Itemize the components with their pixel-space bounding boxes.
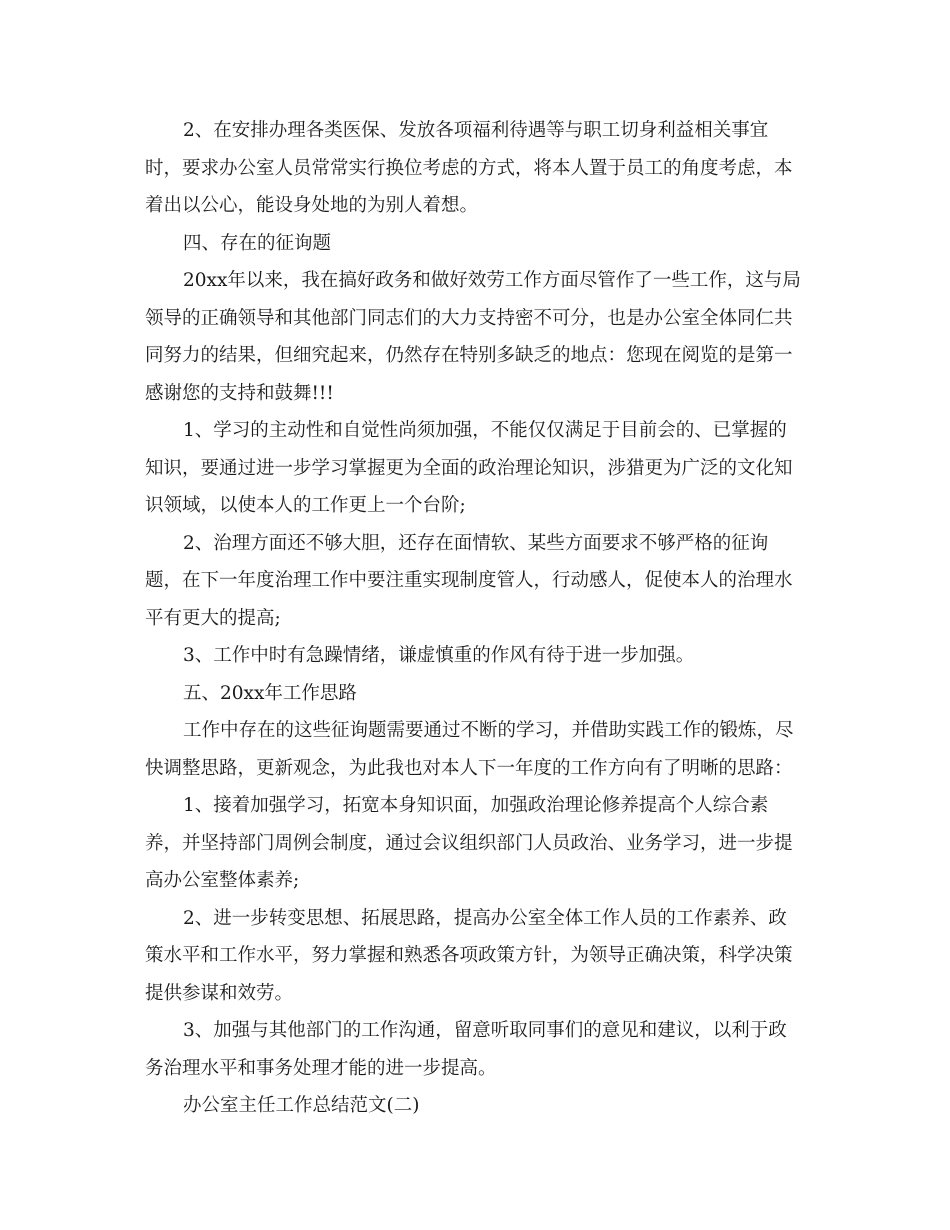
text-line: 2、治理方面还不够大胆，还存在面情软、某些方面要求不够严格的征询 <box>183 532 769 554</box>
text-line: 高办公室整体素养; <box>145 870 300 891</box>
text-line: 1、学习的主动性和自觉性尚须加强，不能仅仅满足于目前会的、已掌握的 <box>183 420 787 441</box>
text-line: 策水平和工作水平，努力掌握和熟悉各项政策方针，为领导正确决策，科学决策 <box>145 945 793 966</box>
text-line: 务治理水平和事务处理才能的进一步提高。 <box>145 1057 497 1079</box>
document-title-next: 办公室主任工作总结范文(二) <box>183 1095 420 1116</box>
text-line: 养，并坚持部门周例会制度，通过会议组织部门人员政治、业务学习，进一步提 <box>145 832 793 854</box>
text-line: 3、工作中时有急躁情绪，谦虚慎重的作风有待于进一步加强。 <box>183 645 695 666</box>
text-line: 2、进一步转变思想、拓展思路，提高办公室全体工作人员的工作素养、政 <box>183 907 787 929</box>
text-line: 感谢您的支持和鼓舞!!! <box>145 382 334 404</box>
text-line: 平有更大的提高; <box>145 607 281 629</box>
text-line: 同努力的结果，但细究起来，仍然存在特别多缺乏的地点：您现在阅览的是第一 <box>145 345 793 366</box>
text-line: 时，要求办公室人员常常实行换位考虑的方式，将本人置于员工的角度考虑，本 <box>145 157 793 179</box>
text-line: 快调整思路，更新观念，为此我也对本人下一年度的工作方向有了明晰的思路： <box>145 757 793 779</box>
text-line: 2、在安排办理各类医保、发放各项福利待遇等与职工切身利益相关事宜 <box>183 120 769 141</box>
section-heading: 五、20xx年工作思路 <box>183 682 357 704</box>
document-body <box>145 112 805 1125</box>
text-line: 3、加强与其他部门的工作沟通，留意听取同事们的意见和建议，以利于政 <box>183 1020 787 1041</box>
text-line: 工作中存在的这些征询题需要通过不断的学习，并借助实践工作的锻炼，尽 <box>183 720 794 741</box>
text-line: 着出以公心，能设身处地的为别人着想。 <box>145 195 479 216</box>
text-line: 提供参谋和效劳。 <box>145 982 294 1004</box>
text-line: 知识，要通过进一步学习掌握更为全面的政治理论知识，涉猎更为广泛的文化知 <box>145 457 793 479</box>
text-line: 20xx年以来，我在搞好政务和做好效劳工作方面尽管作了一些工作，这与局 <box>183 270 801 291</box>
text-line: 领导的正确领导和其他部门同志们的大力支持密不可分，也是办公室全体同仁共 <box>145 307 793 329</box>
text-line: 题，在下一年度治理工作中要注重实现制度管人，行动感人，促使本人的治理水 <box>145 570 793 591</box>
text-line: 1、接着加强学习，拓宽本身知识面，加强政治理论修养提高个人综合素 <box>183 795 769 816</box>
section-heading: 四、存在的征询题 <box>183 232 332 254</box>
text-line: 识领域，以使本人的工作更上一个台阶; <box>145 495 466 516</box>
